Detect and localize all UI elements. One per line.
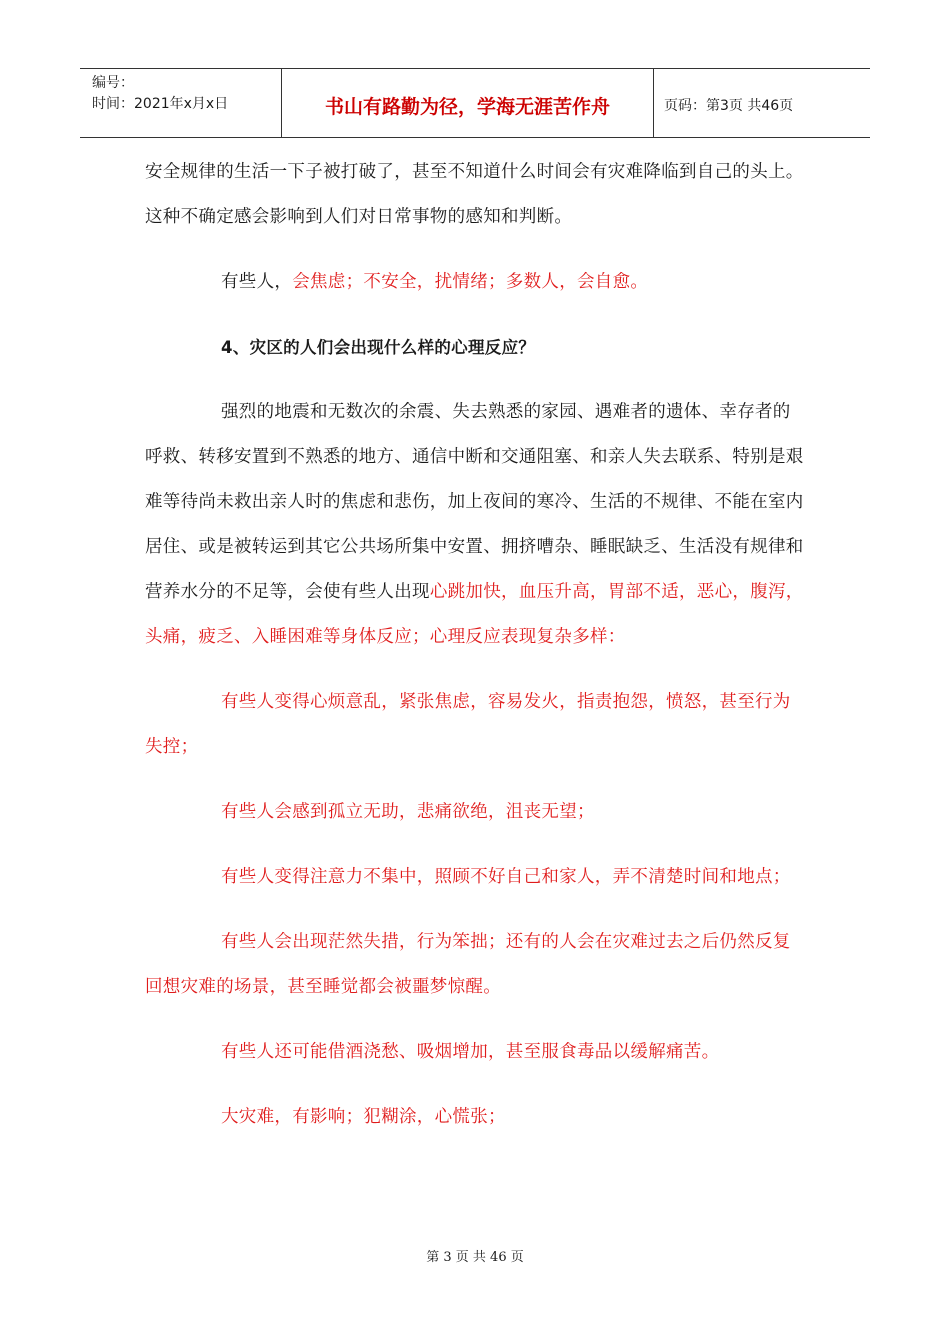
paragraph-9: 大灾难，有影响；犯糊涂，心慌张； — [221, 1107, 506, 1127]
header-meta — [80, 69, 282, 137]
paragraph-2 — [145, 260, 807, 305]
page-header — [80, 68, 870, 138]
page-footer: 第 3 页 共 46 页 — [426, 1250, 524, 1265]
header-page-info: 页码：第3页 共46页 — [664, 98, 794, 114]
paragraph-2-lead: 有些人， — [221, 272, 293, 292]
section-heading: 4、灾区的人们会出现什么样的心理反应？ — [221, 338, 536, 357]
paragraph-1: 安全规律的生活一下子被打破了，甚至不知道什么时间会有灾难降临到自己的头上。这种不确定感会影响到人们对日常事物的感知和判断。 — [145, 162, 804, 227]
document-body — [145, 150, 807, 1140]
paragraph-4: 有些人变得心烦意乱，紧张焦虑，容易发火，指责抱怨，愤怒，甚至行为失控； — [145, 692, 791, 757]
header-motto: 书山有路勤为径，学海无涯苦作舟 — [282, 69, 654, 137]
paragraph-7: 有些人会出现茫然失措，行为笨拙；还有的人会在灾难过去之后仍然反复回想灾难的场景，甚至睡觉都会被噩梦惊醒。 — [145, 932, 791, 997]
paragraph-3-highlight: 心跳加快，血压升高，胃部不适，恶心，腹泻，头痛，疲乏、入睡困难等身体反应；心理反应表现复杂多样： — [145, 582, 804, 647]
paragraph-2-highlight: 会焦虑；不安全，扰情绪；多数人，会自愈。 — [292, 272, 649, 292]
paragraph-3 — [145, 390, 807, 660]
paragraph-5: 有些人会感到孤立无助，悲痛欲绝，沮丧无望； — [221, 802, 595, 822]
number-label: 编号： — [92, 75, 134, 91]
paragraph-8: 有些人还可能借酒浇愁、吸烟增加，甚至服食毒品以缓解痛苦。 — [221, 1042, 720, 1062]
paragraph-3-text: 强烈的地震和无数次的余震、失去熟悉的家园、遇难者的遗体、幸存者的呼救、转移安置到不熟悉的地方、通信中断和交通阻塞、和亲人失去联系、特别是艰难等待尚未救出亲人时的焦虑和悲伤，加上夜间的寒冷、生活的不规律、不能在室内居住、或是被转运到其它公共场所集中安置、拥挤嘈杂、睡眠缺乏、生活没有规律和营养水分的不足等，会使有些人出现 — [145, 402, 804, 602]
time-label: 时间：2021年x月x日 — [92, 96, 229, 112]
paragraph-6: 有些人变得注意力不集中，照顾不好自己和家人，弄不清楚时间和地点； — [221, 867, 791, 887]
